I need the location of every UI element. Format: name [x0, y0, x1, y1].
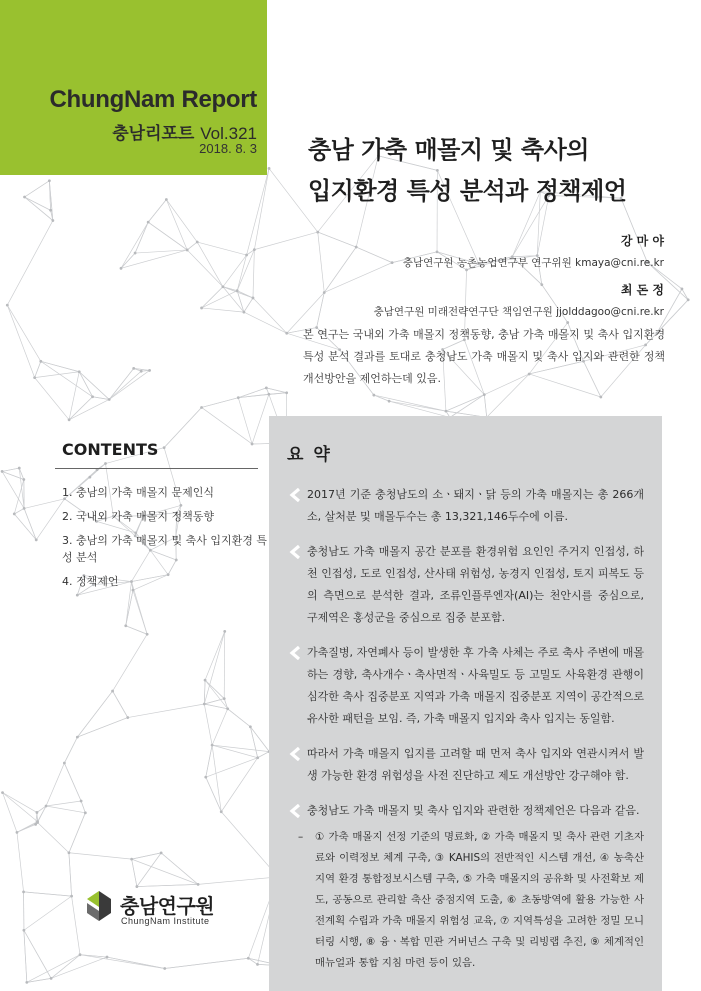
title-line: 입지환경 특성 분석과 정책제언: [308, 177, 627, 205]
contents-list: [62, 484, 267, 597]
abstract-text: 본 연구는 국내외 가축 매몰지 정책동향, 충남 가축 매몰지 및 축사 입지환경 특성 분석 결과를 토대로 충청남도 가축 매몰지 및 축사 입지와 관련한 정책 개선방안을 제언하는데 있음.: [303, 328, 665, 385]
policy-subitem-text: ① 가축 매몰지 선정 기준의 명료화, ② 가축 매몰지 및 축사 관련 기초자료와 이력정보 체계 구축, ③ KAHIS의 전반적인 시스템 개선, ④ 농축산 지역 환경 통합정보시스템 구축, ⑤ 가축 매몰지의 공유화 및 사전확보 제도, 공동으로 관리할 축산 중점지역 도출, ⑥ 초동방역에 활용 가능한 사전계획 수립과 가축 매몰지 위험성 교육, ⑦ 지역특성을 고려한 정밀 모니터링 시행, ⑧ 융ㆍ복합 민관 거버넌스 구축 및 리빙랩 추진, ⑨ 체계적인 매뉴얼과 통합 지침 마련 등이 있음.: [315, 831, 644, 969]
contents-item[interactable]: 3. 충남의 가축 매몰지 및 축사 입지환경 특성 분석: [62, 534, 267, 564]
summary-item: [289, 484, 644, 528]
author-affiliation: 충남연구원 농촌농업연구부 연구위원 kmaya@cni.re.kr: [402, 257, 664, 269]
issue-date: 2018. 8. 3: [199, 141, 257, 156]
summary-item-text: 따라서 가축 매몰지 입지를 고려할 때 먼저 축사 입지와 연관시켜서 발생 가능한 환경 위험성을 사전 진단하고 제도 개선방안 강구해야 함.: [307, 747, 644, 782]
contents-item[interactable]: 4. 정책제언: [62, 575, 119, 588]
report-title: [308, 130, 688, 212]
sub-dash: –: [298, 831, 304, 843]
summary-list: [289, 484, 644, 974]
bullet-chevron-icon: [289, 804, 301, 818]
contents-item[interactable]: 1. 충남의 가축 매몰지 문제인식: [62, 486, 214, 499]
author-name: 강 마 야: [620, 234, 664, 248]
brand-name-en: ChungNam Report: [49, 86, 257, 113]
contents-divider: [55, 468, 258, 469]
summary-item-text: 충청남도 가축 매몰지 공간 분포를 환경위험 요인인 주거지 인접성, 하천 인접성, 도로 인접성, 산사태 위험성, 농경지 인접성, 토지 피복도 등의 측면으로 분석한 결과, 조류인플루엔자(AI)는 천안시를 중심으로, 구제역은 홍성군을 중심으로 집중 분포함.: [307, 545, 644, 624]
title-line: 충남 가축 매몰지 및 축사의: [308, 136, 589, 164]
summary-item: [289, 541, 644, 629]
institute-name-en: ChungNam Institute: [121, 916, 210, 926]
author-block: [374, 281, 664, 319]
summary-item: [289, 743, 644, 787]
brand-kr-label: 충남리포트: [112, 124, 195, 144]
summary-item-text: 충청남도 가축 매몰지 및 축사 입지와 관련한 정책제언은 다음과 같음.: [307, 804, 640, 817]
institute-logo[interactable]: [84, 889, 224, 933]
bullet-chevron-icon: [289, 488, 301, 502]
author-block: [403, 232, 664, 270]
bullet-chevron-icon: [289, 646, 301, 660]
policy-subitem: [289, 827, 644, 974]
bullet-chevron-icon: [289, 747, 301, 761]
summary-heading: 요 약: [287, 445, 332, 465]
contents-heading: CONTENTS: [62, 440, 159, 459]
volume-number: Vol.321: [200, 124, 257, 143]
summary-item-text: 가축질병, 자연폐사 등이 발생한 후 가축 사체는 주로 축사 주변에 매몰하는 경향, 축사개수ㆍ축사면적ㆍ사육밀도 등 고밀도 사육환경 관행이 심각한 축사 집중분포 지역과 가축 매몰지 집중분포 지역이 공간적으로 유사한 패턴을 보임. 즉, 가축 매몰지 입지와 축사 입지는 동일함.: [307, 646, 644, 725]
bullet-chevron-icon: [289, 545, 301, 559]
summary-item: [289, 800, 644, 822]
summary-panel: [269, 416, 662, 991]
contents-item[interactable]: 2. 국내외 가축 매몰지 정책동향: [62, 510, 214, 523]
summary-item: [289, 642, 644, 730]
author-affiliation: 충남연구원 미래전략연구단 책임연구원 jjolddagoo@cni.re.kr: [373, 306, 664, 318]
institute-logo-mark-icon: [84, 889, 114, 925]
summary-item-text: 2017년 기준 충청남도의 소ㆍ돼지ㆍ닭 등의 가축 매몰지는 총 266개소, 살처분 및 매몰두수는 총 13,321,146두수에 이름.: [307, 488, 644, 523]
author-name: 최 돈 정: [620, 283, 664, 297]
institute-name-kr: 충남연구원: [120, 894, 215, 918]
